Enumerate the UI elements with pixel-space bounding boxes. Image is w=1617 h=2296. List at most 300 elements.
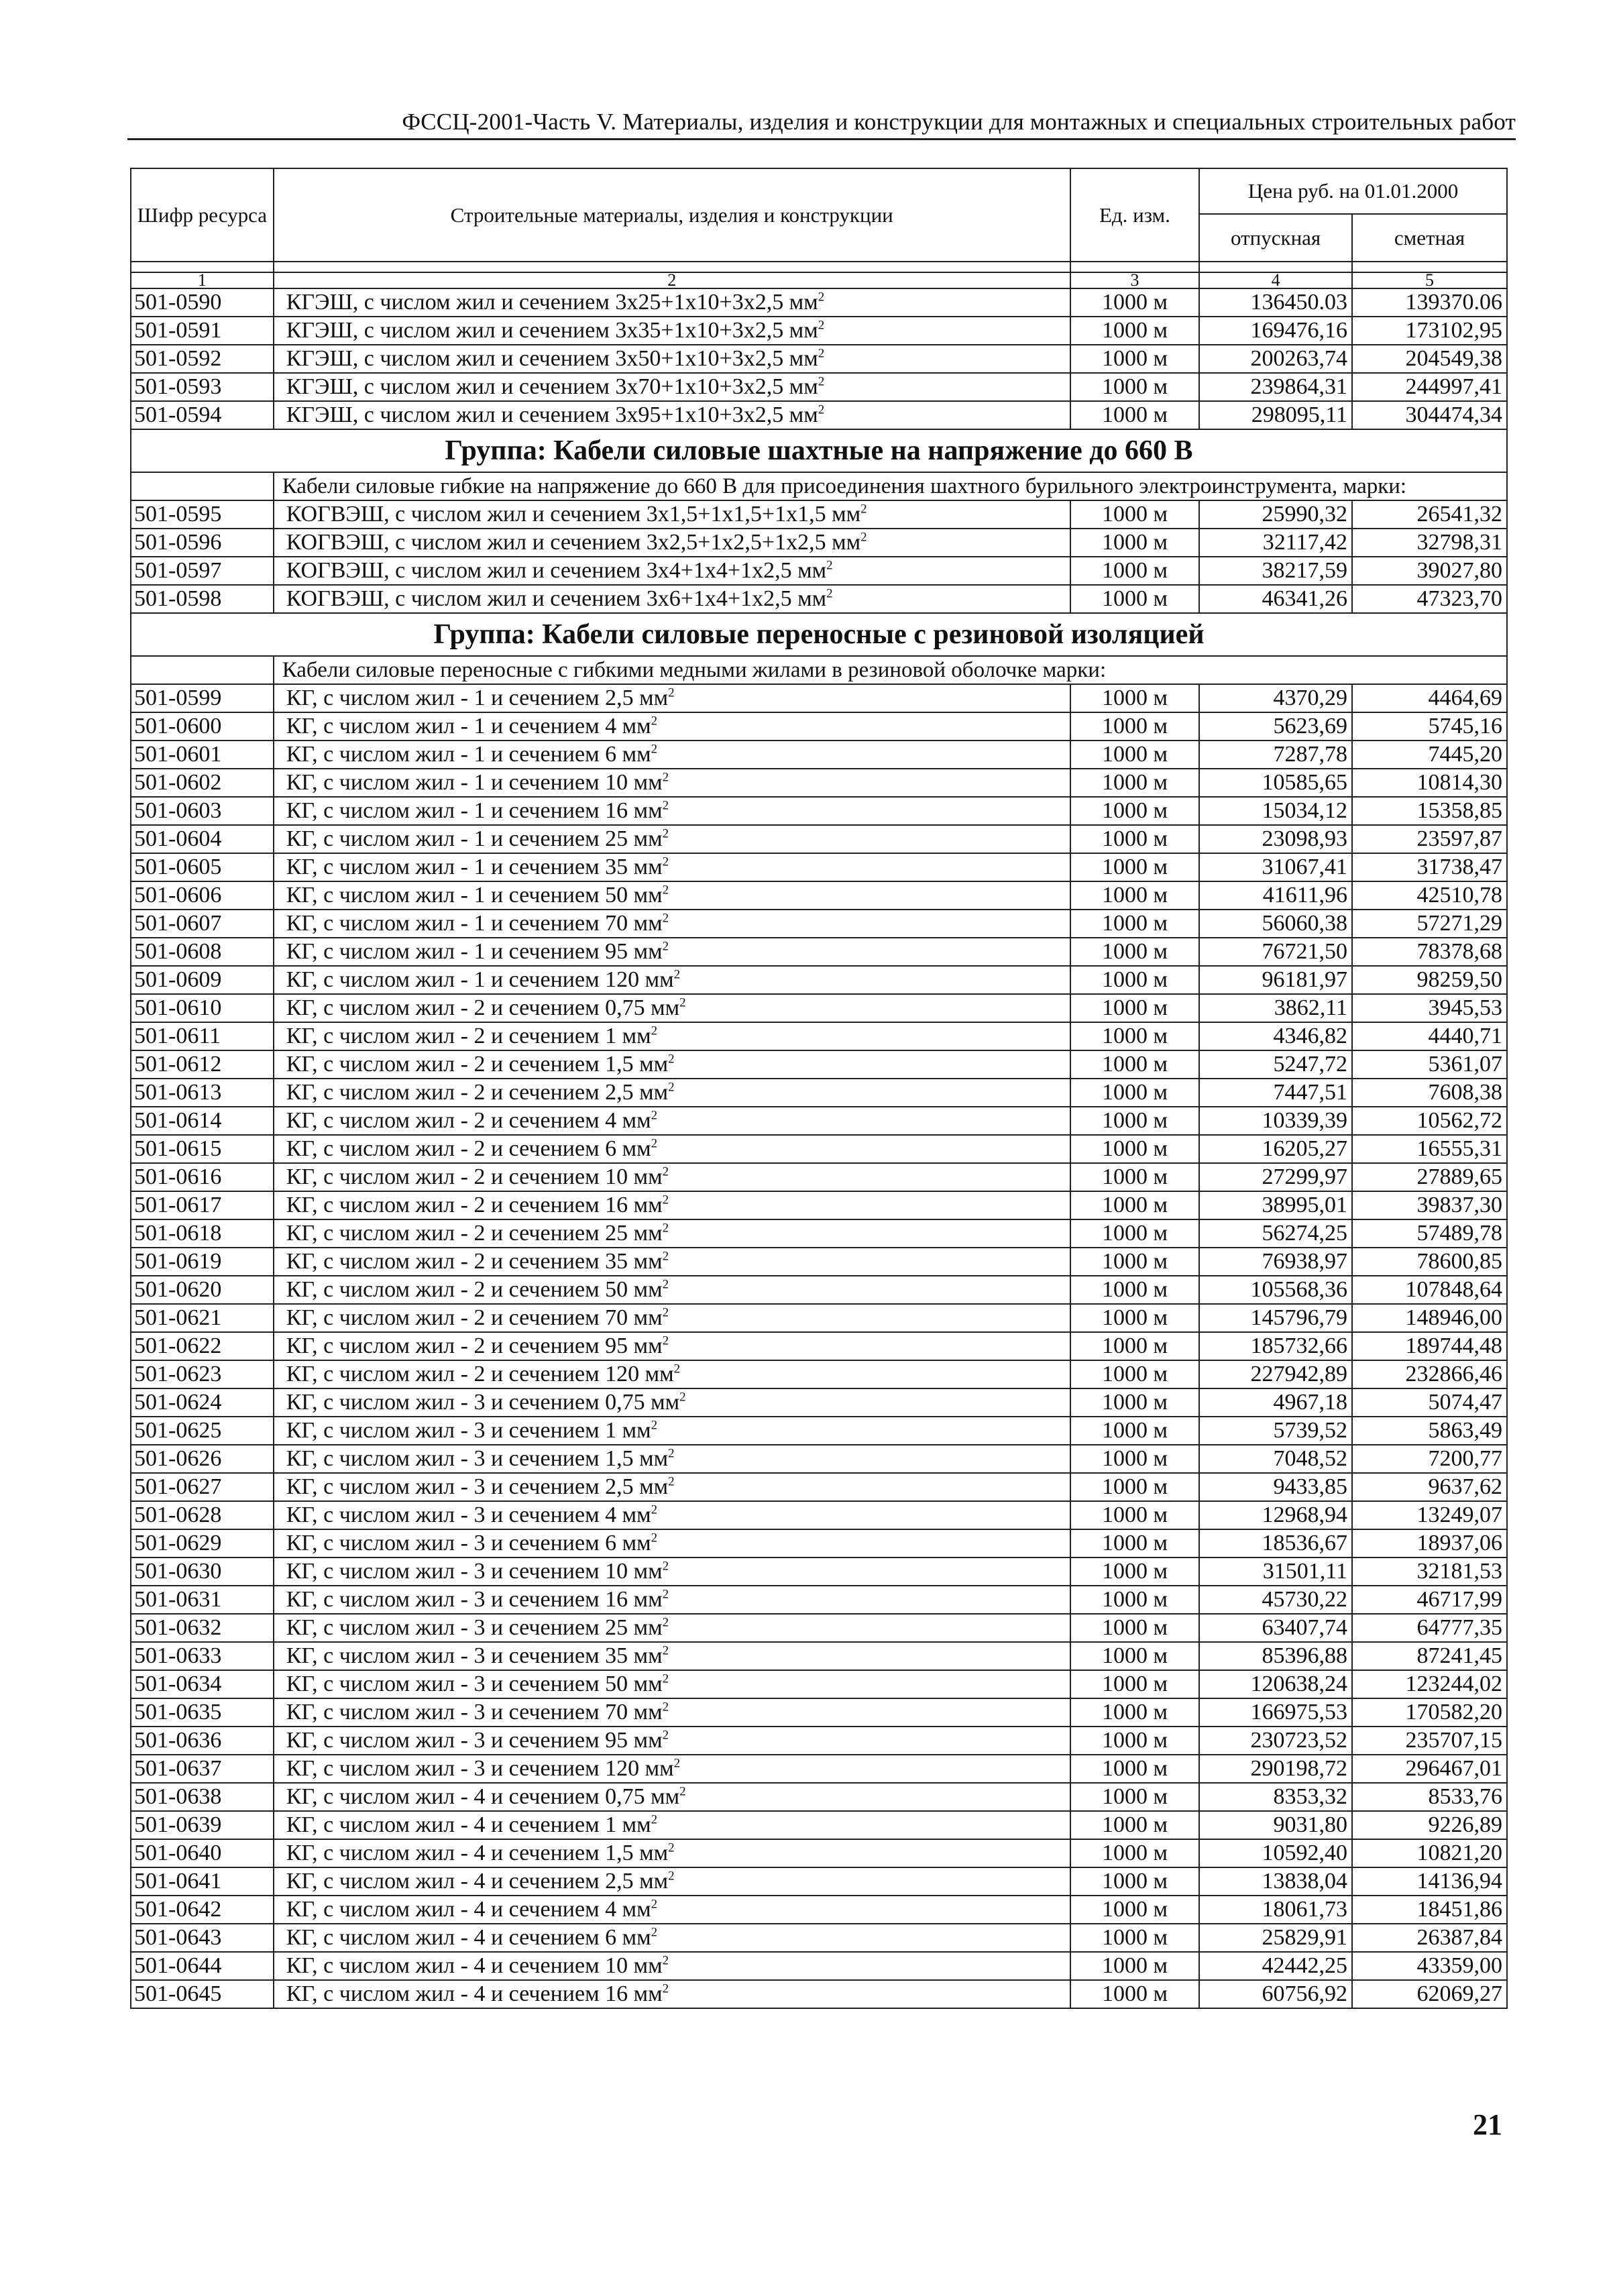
unit-of-measure-text: 1000 м <box>1101 558 1168 583</box>
material-name <box>274 1586 1070 1614</box>
estimate-price <box>1352 1924 1507 1952</box>
resource-code <box>131 1980 274 2008</box>
document-title: ФССЦ-2001-Часть V. Материалы, изделия и конструкции для монтажных и специальных строительных работ <box>402 109 1516 135</box>
table-row <box>131 1670 1507 1698</box>
release-price <box>1199 317 1352 345</box>
material-name <box>274 1417 1070 1445</box>
unit-of-measure <box>1070 684 1199 712</box>
material-name-text: КГ, с числом жил - 1 и сечением 2,5 мм <box>286 686 669 710</box>
release-price <box>1199 1360 1352 1388</box>
resource-code-text: 501-0642 <box>134 1897 222 1922</box>
material-name-text: КГ, с числом жил - 4 и сечением 1,5 мм <box>286 1841 669 1865</box>
material-name-text: КГ, с числом жил - 3 и сечением 1,5 мм <box>286 1446 669 1471</box>
unit-of-measure <box>1070 317 1199 345</box>
material-name-text: КГ, с числом жил - 3 и сечением 6 мм <box>286 1531 651 1555</box>
resource-code-text: 501-0599 <box>134 686 222 710</box>
unit-of-measure <box>1070 529 1199 557</box>
unit-of-measure-text: 1000 м <box>1101 1981 1168 2006</box>
table-row <box>131 1783 1507 1811</box>
estimate-price-text: 98259,50 <box>1416 967 1502 992</box>
group-heading-row <box>131 613 1507 656</box>
release-price <box>1199 1388 1352 1417</box>
column-header-price-estimate: сметная <box>1352 214 1507 262</box>
material-name <box>274 853 1070 881</box>
release-price <box>1199 373 1352 401</box>
table-row <box>131 1867 1507 1896</box>
resource-code <box>131 1107 274 1135</box>
resource-code <box>131 1417 274 1445</box>
material-name <box>274 1473 1070 1501</box>
release-price-text: 239864,31 <box>1250 374 1348 399</box>
estimate-price <box>1352 1586 1507 1614</box>
unit-of-measure-text: 1000 м <box>1101 1136 1168 1161</box>
release-price-text: 3862,11 <box>1274 995 1348 1020</box>
unit-of-measure <box>1070 1755 1199 1783</box>
resource-code <box>131 1586 274 1614</box>
estimate-price-text: 78600,85 <box>1416 1249 1502 1274</box>
unit-superscript: 2 <box>826 558 833 573</box>
release-price <box>1199 288 1352 317</box>
release-price <box>1199 769 1352 797</box>
estimate-price-text: 47323,70 <box>1416 586 1502 611</box>
resource-code-text: 501-0591 <box>134 318 222 343</box>
unit-superscript: 2 <box>651 1531 658 1545</box>
unit-of-measure-text: 1000 м <box>1101 1390 1168 1415</box>
material-name-text: КГ, с числом жил - 2 и сечением 10 мм <box>286 1164 663 1189</box>
resource-code <box>131 345 274 373</box>
unit-of-measure <box>1070 1417 1199 1445</box>
estimate-price <box>1352 1332 1507 1360</box>
release-price-text: 7048,52 <box>1273 1446 1348 1471</box>
table-row <box>131 1473 1507 1501</box>
material-name <box>274 288 1070 317</box>
release-price-text: 145796,79 <box>1250 1305 1348 1330</box>
material-name-text: КГ, с числом жил - 2 и сечением 25 мм <box>286 1221 663 1246</box>
estimate-price-text: 4464,69 <box>1428 686 1502 710</box>
unit-superscript: 2 <box>662 1164 669 1179</box>
release-price-text: 7287,78 <box>1273 742 1348 767</box>
estimate-price-text: 43359,00 <box>1416 1953 1502 1978</box>
release-price <box>1199 345 1352 373</box>
unit-of-measure <box>1070 1980 1199 2008</box>
material-name <box>274 1755 1070 1783</box>
column-number-row <box>131 272 1507 288</box>
estimate-price-text: 39027,80 <box>1416 558 1502 583</box>
table-row <box>131 1952 1507 1980</box>
resource-code-text: 501-0618 <box>134 1221 222 1246</box>
table-row <box>131 1248 1507 1276</box>
resource-code-text: 501-0619 <box>134 1249 222 1274</box>
resource-code <box>131 1079 274 1107</box>
unit-of-measure <box>1070 1783 1199 1811</box>
resource-code <box>131 1163 274 1191</box>
release-price <box>1199 585 1352 613</box>
estimate-price-text: 32798,31 <box>1416 530 1502 555</box>
unit-of-measure-text: 1000 м <box>1101 1502 1168 1527</box>
resource-code <box>131 1642 274 1670</box>
estimate-price <box>1352 1107 1507 1135</box>
release-price-text: 200263,74 <box>1250 346 1348 371</box>
resource-code-text: 501-0638 <box>134 1784 222 1809</box>
material-name <box>274 1614 1070 1642</box>
unit-of-measure <box>1070 1642 1199 1670</box>
table-row <box>131 684 1507 712</box>
estimate-price-text: 42510,78 <box>1416 883 1502 908</box>
release-price-text: 76721,50 <box>1262 939 1348 964</box>
release-price <box>1199 1135 1352 1163</box>
resource-code <box>131 373 274 401</box>
unit-superscript: 2 <box>673 1362 681 1376</box>
material-name-text: КГ, с числом жил - 3 и сечением 50 мм <box>286 1672 663 1696</box>
release-price-text: 10339,39 <box>1262 1108 1348 1133</box>
column-number: 4 <box>1199 272 1352 288</box>
resource-code <box>131 500 274 529</box>
column-header-code-label: Шифр ресурса <box>137 203 268 227</box>
material-name <box>274 1811 1070 1839</box>
unit-superscript: 2 <box>651 1418 658 1433</box>
column-number: 5 <box>1352 272 1507 288</box>
table-row <box>131 712 1507 741</box>
release-price <box>1199 1417 1352 1445</box>
price-table <box>130 168 1508 2009</box>
release-price-text: 4967,18 <box>1273 1390 1348 1415</box>
estimate-price-text: 27889,65 <box>1416 1164 1502 1189</box>
table-row <box>131 373 1507 401</box>
release-price <box>1199 1586 1352 1614</box>
unit-of-measure-text: 1000 м <box>1101 1925 1168 1950</box>
estimate-price <box>1352 825 1507 853</box>
unit-of-measure-text: 1000 м <box>1101 1362 1168 1386</box>
estimate-price-text: 16555,31 <box>1416 1136 1502 1161</box>
material-name <box>274 1670 1070 1698</box>
resource-code-text: 501-0598 <box>134 586 222 611</box>
release-price <box>1199 1980 1352 2008</box>
unit-of-measure-text: 1000 м <box>1101 290 1168 315</box>
estimate-price <box>1352 585 1507 613</box>
estimate-price <box>1352 1980 1507 2008</box>
unit-superscript: 2 <box>662 1700 669 1714</box>
unit-superscript: 2 <box>662 798 669 813</box>
material-name <box>274 1896 1070 1924</box>
estimate-price-text: 78378,68 <box>1416 939 1502 964</box>
unit-of-measure <box>1070 1135 1199 1163</box>
unit-superscript: 2 <box>673 1756 681 1771</box>
material-name-text: КГ, с числом жил - 3 и сечением 4 мм <box>286 1502 651 1527</box>
material-name-text: КГ, с числом жил - 4 и сечением 0,75 мм <box>286 1784 680 1809</box>
unit-of-measure <box>1070 1529 1199 1557</box>
unit-of-measure-text: 1000 м <box>1101 1333 1168 1358</box>
material-name <box>274 1304 1070 1332</box>
group-description-row <box>131 656 1507 684</box>
unit-of-measure <box>1070 1079 1199 1107</box>
resource-code-text: 501-0604 <box>134 826 222 851</box>
release-price <box>1199 401 1352 429</box>
estimate-price <box>1352 1642 1507 1670</box>
estimate-price <box>1352 1191 1507 1219</box>
unit-superscript: 2 <box>662 1953 669 1968</box>
resource-code-text: 501-0590 <box>134 290 222 315</box>
estimate-price <box>1352 1867 1507 1896</box>
release-price-text: 8353,32 <box>1273 1784 1348 1809</box>
release-price <box>1199 1896 1352 1924</box>
unit-superscript: 2 <box>668 1869 675 1883</box>
resource-code-text: 501-0606 <box>134 883 222 908</box>
unit-superscript: 2 <box>662 1277 669 1292</box>
release-price <box>1199 1501 1352 1529</box>
material-name-text: КГ, с числом жил - 3 и сечением 25 мм <box>286 1615 663 1640</box>
resource-code <box>131 1276 274 1304</box>
estimate-price-text: 7200,77 <box>1428 1446 1502 1471</box>
resource-code-text: 501-0596 <box>134 530 222 555</box>
group-heading: Группа: Кабели силовые шахтные на напряжение до 660 В <box>131 429 1507 472</box>
estimate-price-text: 173102,95 <box>1405 318 1502 343</box>
estimate-price-text: 26541,32 <box>1416 502 1502 527</box>
resource-code-text: 501-0597 <box>134 558 222 583</box>
table-row <box>131 585 1507 613</box>
release-price <box>1199 1811 1352 1839</box>
release-price-text: 136450.03 <box>1250 290 1348 315</box>
release-price-text: 169476,16 <box>1250 318 1348 343</box>
release-price <box>1199 966 1352 994</box>
resource-code-text: 501-0615 <box>134 1136 222 1161</box>
table-row <box>131 1304 1507 1332</box>
resource-code-text: 501-0607 <box>134 911 222 936</box>
unit-of-measure <box>1070 1501 1199 1529</box>
resource-code <box>131 684 274 712</box>
unit-of-measure <box>1070 966 1199 994</box>
material-name-text: КГ, с числом жил - 2 и сечением 0,75 мм <box>286 995 680 1020</box>
resource-code <box>131 938 274 966</box>
table-row <box>131 966 1507 994</box>
table-header <box>131 168 1507 288</box>
release-price-text: 45730,22 <box>1262 1587 1348 1612</box>
estimate-price <box>1352 1501 1507 1529</box>
resource-code <box>131 1924 274 1952</box>
material-name <box>274 1079 1070 1107</box>
unit-of-measure <box>1070 994 1199 1022</box>
material-name-text: КГЭШ, с числом жил и сечением 3х70+1х10+3х2,5 мм <box>286 374 818 399</box>
resource-code-text: 501-0600 <box>134 714 222 739</box>
resource-code-text: 501-0620 <box>134 1277 222 1302</box>
resource-code <box>131 797 274 825</box>
material-name <box>274 881 1070 910</box>
unit-of-measure-text: 1000 м <box>1101 1221 1168 1246</box>
unit-of-measure <box>1070 288 1199 317</box>
unit-superscript: 2 <box>662 1643 669 1658</box>
unit-of-measure-text: 1000 м <box>1101 1531 1168 1555</box>
estimate-price-text: 204549,38 <box>1405 346 1502 371</box>
estimate-price <box>1352 1022 1507 1050</box>
estimate-price-text: 18451,86 <box>1416 1897 1502 1922</box>
estimate-price <box>1352 1896 1507 1924</box>
estimate-price-text: 10562,72 <box>1416 1108 1502 1133</box>
resource-code <box>131 1022 274 1050</box>
unit-superscript: 2 <box>662 1193 669 1207</box>
table-row <box>131 1050 1507 1079</box>
material-name <box>274 373 1070 401</box>
resource-code <box>131 853 274 881</box>
material-name-text: КГ, с числом жил - 1 и сечением 25 мм <box>286 826 663 851</box>
material-name <box>274 1360 1070 1388</box>
material-name-text: КГЭШ, с числом жил и сечением 3х50+1х10+3х2,5 мм <box>286 346 818 371</box>
estimate-price <box>1352 500 1507 529</box>
material-name <box>274 1022 1070 1050</box>
estimate-price-text: 39837,30 <box>1416 1193 1502 1217</box>
unit-of-measure-text: 1000 м <box>1101 1587 1168 1612</box>
resource-code <box>131 741 274 769</box>
group-heading: Группа: Кабели силовые переносные с резиновой изоляцией <box>131 613 1507 656</box>
unit-of-measure-text: 1000 м <box>1101 1052 1168 1077</box>
resource-code-text: 501-0624 <box>134 1390 222 1415</box>
resource-code-text: 501-0603 <box>134 798 222 823</box>
price-table-container <box>130 168 1508 2009</box>
group-heading-row <box>131 429 1507 472</box>
unit-superscript: 2 <box>662 1728 669 1743</box>
unit-of-measure-text: 1000 м <box>1101 1728 1168 1753</box>
estimate-price-text: 32181,53 <box>1416 1559 1502 1584</box>
material-name <box>274 345 1070 373</box>
resource-code <box>131 1445 274 1473</box>
estimate-price-text: 31738,47 <box>1416 855 1502 879</box>
material-name-text: КГ, с числом жил - 2 и сечением 120 мм <box>286 1362 674 1386</box>
release-price-text: 12968,94 <box>1262 1502 1348 1527</box>
unit-of-measure <box>1070 557 1199 585</box>
material-name-text: КГ, с числом жил - 3 и сечением 0,75 мм <box>286 1390 680 1415</box>
material-name <box>274 1980 1070 2008</box>
estimate-price-text: 15358,85 <box>1416 798 1502 823</box>
estimate-price <box>1352 1388 1507 1417</box>
release-price-text: 56274,25 <box>1262 1221 1348 1246</box>
estimate-price-text: 13249,07 <box>1416 1502 1502 1527</box>
estimate-price <box>1352 1755 1507 1783</box>
unit-of-measure <box>1070 1191 1199 1219</box>
unit-of-measure <box>1070 1050 1199 1079</box>
release-price-text: 227942,89 <box>1250 1362 1348 1386</box>
material-name-text: КГ, с числом жил - 2 и сечением 70 мм <box>286 1305 663 1330</box>
material-name <box>274 401 1070 429</box>
material-name <box>274 994 1070 1022</box>
unit-superscript: 2 <box>651 742 658 757</box>
release-price-text: 25990,32 <box>1262 502 1348 527</box>
release-price <box>1199 910 1352 938</box>
release-price <box>1199 1557 1352 1586</box>
release-price-text: 5623,69 <box>1273 714 1348 739</box>
unit-superscript: 2 <box>818 290 825 305</box>
release-price-text: 85396,88 <box>1262 1643 1348 1668</box>
unit-of-measure <box>1070 1557 1199 1586</box>
table-row <box>131 288 1507 317</box>
estimate-price <box>1352 853 1507 881</box>
table-row <box>131 1360 1507 1388</box>
column-number: 2 <box>274 272 1070 288</box>
unit-of-measure <box>1070 1586 1199 1614</box>
resource-code-text: 501-0617 <box>134 1193 222 1217</box>
page-number: 21 <box>1473 2108 1502 2141</box>
estimate-price-text: 4440,71 <box>1428 1024 1502 1048</box>
estimate-price-text: 9637,62 <box>1428 1474 1502 1499</box>
release-price-text: 76938,97 <box>1262 1249 1348 1274</box>
resource-code-text: 501-0601 <box>134 742 222 767</box>
release-price <box>1199 684 1352 712</box>
release-price <box>1199 1473 1352 1501</box>
material-name-text: КГ, с числом жил - 2 и сечением 50 мм <box>286 1277 663 1302</box>
material-name <box>274 712 1070 741</box>
material-name-text: КГ, с числом жил - 1 и сечением 16 мм <box>286 798 663 823</box>
unit-of-measure <box>1070 1727 1199 1755</box>
resource-code-text: 501-0613 <box>134 1080 222 1105</box>
release-price <box>1199 1219 1352 1248</box>
material-name <box>274 1050 1070 1079</box>
material-name-text: КГ, с числом жил - 3 и сечением 16 мм <box>286 1587 663 1612</box>
estimate-price-text: 5745,16 <box>1428 714 1502 739</box>
estimate-price-text: 139370.06 <box>1405 290 1502 315</box>
unit-superscript: 2 <box>662 1587 669 1602</box>
estimate-price <box>1352 1670 1507 1698</box>
estimate-price <box>1352 769 1507 797</box>
estimate-price <box>1352 1360 1507 1388</box>
unit-of-measure-text: 1000 м <box>1101 967 1168 992</box>
unit-superscript: 2 <box>662 1333 669 1348</box>
unit-of-measure <box>1070 585 1199 613</box>
material-name-text: КГ, с числом жил - 1 и сечением 35 мм <box>286 855 663 879</box>
unit-of-measure <box>1070 1839 1199 1867</box>
resource-code <box>131 1501 274 1529</box>
resource-code-text: 501-0616 <box>134 1164 222 1189</box>
resource-code <box>131 1332 274 1360</box>
column-header-unit-label: Ед. изм. <box>1099 203 1170 227</box>
release-price-text: 5739,52 <box>1273 1418 1348 1443</box>
release-price-text: 41611,96 <box>1262 883 1348 908</box>
unit-superscript: 2 <box>662 855 669 869</box>
estimate-price-text: 62069,27 <box>1416 1981 1502 2006</box>
release-price <box>1199 1445 1352 1473</box>
resource-code <box>131 1755 274 1783</box>
estimate-price <box>1352 1304 1507 1332</box>
table-row <box>131 1727 1507 1755</box>
resource-code <box>131 1557 274 1586</box>
resource-code <box>131 557 274 585</box>
table-row <box>131 317 1507 345</box>
estimate-price <box>1352 401 1507 429</box>
material-name-text: КГЭШ, с числом жил и сечением 3х35+1х10+3х2,5 мм <box>286 318 818 343</box>
release-price <box>1199 1079 1352 1107</box>
material-name-text: КГЭШ, с числом жил и сечением 3х95+1х10+3х2,5 мм <box>286 402 818 427</box>
column-header-code <box>131 168 274 262</box>
unit-of-measure-text: 1000 м <box>1101 1559 1168 1584</box>
release-price <box>1199 1727 1352 1755</box>
unit-superscript: 2 <box>860 530 867 545</box>
column-number: 1 <box>131 272 274 288</box>
estimate-price-text: 46717,99 <box>1416 1587 1502 1612</box>
unit-superscript: 2 <box>662 770 669 785</box>
unit-of-measure <box>1070 938 1199 966</box>
release-price-text: 60756,92 <box>1262 1981 1348 2006</box>
estimate-price-text: 5361,07 <box>1428 1052 1502 1077</box>
release-price <box>1199 1191 1352 1219</box>
unit-of-measure-text: 1000 м <box>1101 1418 1168 1443</box>
table-row <box>131 769 1507 797</box>
estimate-price <box>1352 1417 1507 1445</box>
release-price <box>1199 1839 1352 1867</box>
estimate-price-text: 107848,64 <box>1405 1277 1502 1302</box>
release-price <box>1199 1529 1352 1557</box>
estimate-price-text: 123244,02 <box>1405 1672 1502 1696</box>
resource-code-text: 501-0608 <box>134 939 222 964</box>
resource-code-text: 501-0605 <box>134 855 222 879</box>
unit-of-measure <box>1070 1924 1199 1952</box>
estimate-price <box>1352 966 1507 994</box>
release-price <box>1199 529 1352 557</box>
